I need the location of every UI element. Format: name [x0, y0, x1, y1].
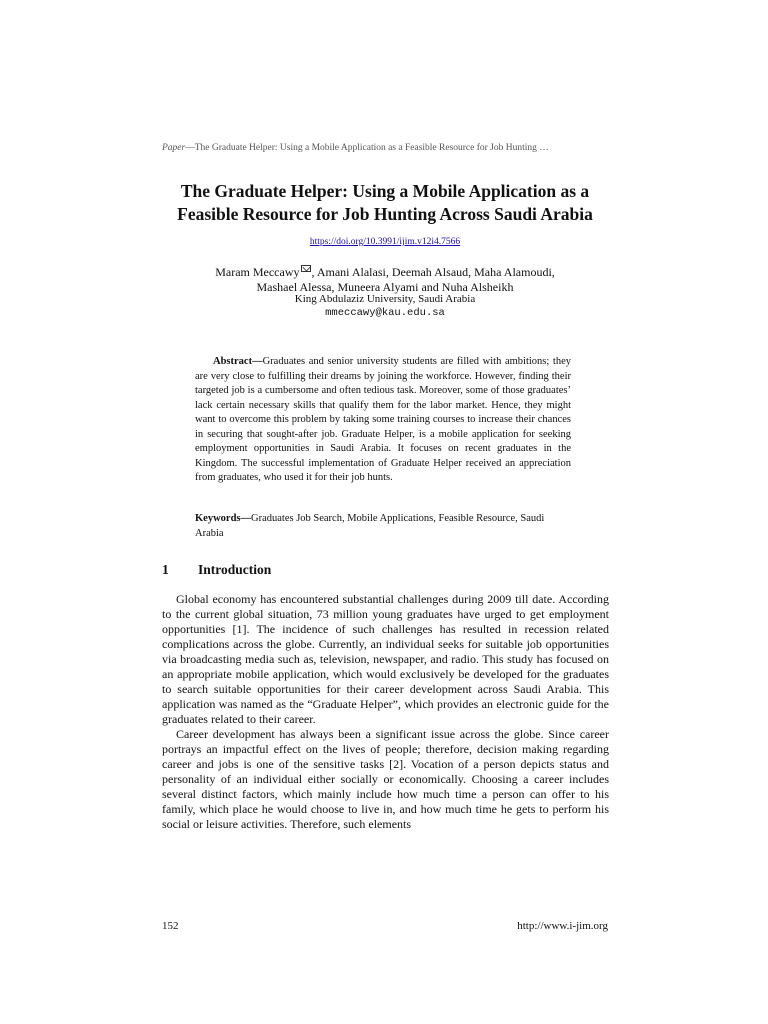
corresponding-author: Maram Meccawy [215, 265, 300, 279]
body-paragraph-1: Global economy has encountered substantial challenges during 2009 till date. According to the current global situation, 73 million young graduates have urged to get employment opportunities [1]. The incidence of such challenges has resulted in recession related complications across the globe. Currently, an individual seeks for suitable job opportunities via broadcasting media such as, television, newspaper, and radio. This study has focused on an appropriate mobile application, which would exclusively be developed for the graduates to search suitable opportunities for their career development across Saudi Arabia. This application was named as the “Graduate Helper”, which provides an electronic guide for the graduates related to their career. [162, 592, 609, 726]
paper-title-line-2: Feasible Resource for Job Hunting Across Saudi Arabia [177, 204, 593, 224]
abstract-text: Graduates and senior university students are filled with ambitions; they are very close to fulfilling their dreams by joining the workforce. However, finding their targeted job is a cumbersome and often tedious task. Moreover, some of those graduates’ lack certain necessary skills that qualify them for the labor market. Hence, they might want to overcome this problem by taking some training courses to increase their chances in securing that sought-after job. Graduate Helper, is a mobile application for seeking employment opportunities in Saudi Arabia. It focuses on recent graduates in the Kingdom. The successful implementation of Graduate Helper received an appreciation from graduates, who used it for their job hunts. [195, 356, 571, 483]
doi-link[interactable]: https://doi.org/10.3991/ijim.v12i4.7566 [309, 237, 461, 247]
footer-url: http://www.i-jim.org [517, 920, 608, 932]
abstract-paragraph [195, 355, 571, 486]
author-email: mmeccawy@kau.edu.sa [325, 307, 445, 319]
section-number: 1 [162, 562, 169, 577]
section-title: Introduction [198, 562, 272, 577]
keywords-label: Keywords— [195, 513, 251, 524]
keywords-text: Graduates Job Search, Mobile Applications, Feasible Resource, Saudi Arabia [195, 513, 545, 539]
keywords [195, 512, 571, 541]
author-line-1 [150, 265, 620, 280]
page-number: 152 [162, 920, 179, 932]
abstract [195, 355, 571, 486]
running-header [162, 143, 612, 153]
affiliation: King Abdulaziz University, Saudi Arabia [294, 293, 476, 305]
abstract-label: Abstract— [213, 356, 263, 367]
paper-title-line-1: The Graduate Helper: Using a Mobile Application as a [180, 181, 590, 201]
author-line-1-rest: , Amani Alalasi, Deemah Alsaud, Maha Alamoudi, [311, 265, 555, 279]
running-header-label: Paper [162, 143, 186, 153]
paper-title [150, 180, 620, 226]
author-list [150, 265, 620, 295]
running-header-title: —The Graduate Helper: Using a Mobile Application as a Feasible Resource for Job Hunting … [185, 143, 549, 153]
author-line-2: Mashael Alessa, Muneera Alyami and Nuha Alsheikh [256, 280, 514, 294]
body-paragraph-2: Career development has always been a significant issue across the globe. Since career portrays an impactful effect on the lives of people; therefore, decision making regarding career and jobs is one of the sensitive tasks [2]. Vocation of a person depicts status and personality of an individual either socially or economically. Choosing a career includes several distinct factors, which mainly include how much time a person can offer to his family, which place he would choose to live in, and how much time he gets to perform his social or leisure activities. Therefore, such elements [162, 727, 609, 831]
envelope-icon [301, 265, 311, 272]
section-heading [162, 562, 612, 578]
body-text [162, 592, 609, 832]
doi [150, 237, 620, 247]
